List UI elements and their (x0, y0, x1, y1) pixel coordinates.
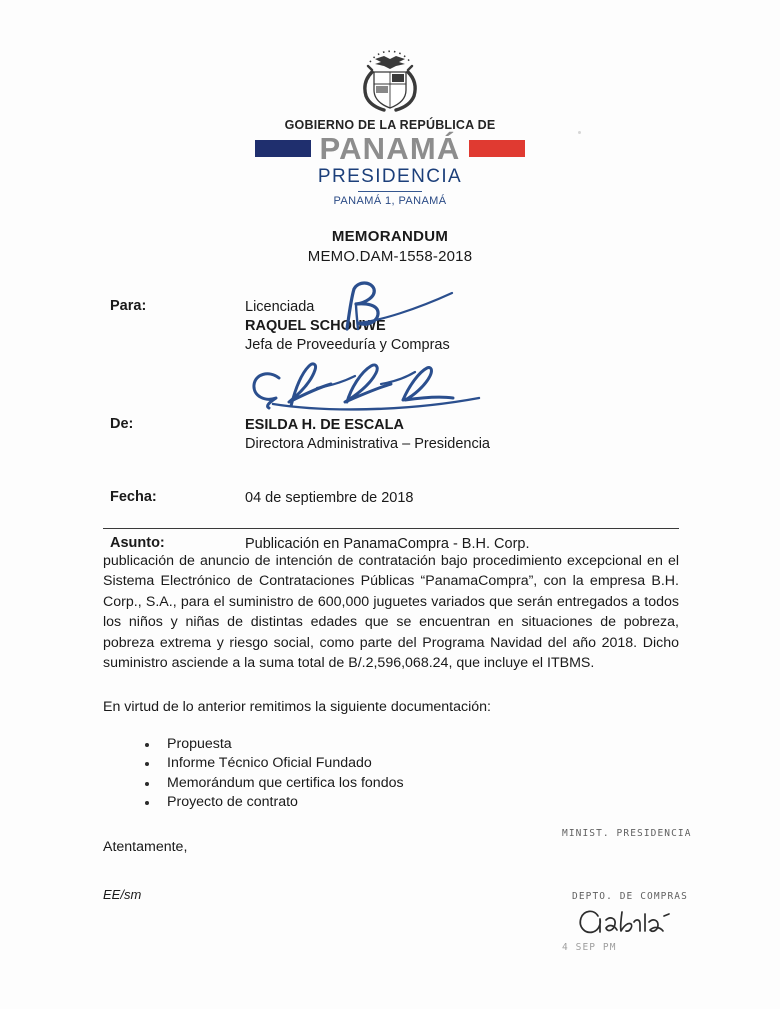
field-label-fecha: Fecha: (110, 489, 157, 505)
flag-bar-blue-icon (255, 140, 311, 157)
field-value-para (245, 298, 450, 355)
field-value-fecha: 04 de septiembre de 2018 (245, 490, 414, 506)
list-item: Informe Técnico Oficial Fundado (137, 754, 679, 774)
recipient-name: RAQUEL SCHOUWE (245, 318, 386, 334)
recipient-courtesy: Licenciada (245, 299, 315, 315)
body-paragraph: publicación de anuncio de intención de contratación bajo procedimiento excepcional en el Sistema Electrónico de Contrataciones Públicas “PanamaCompra”, con la empresa B.H. Corp., S.A., para el suministro de 600,000 juguetes variados que serán entregados a todos los niños y niñas de distintas edades que se encuentran en situaciones de pobreza, pobreza extrema y riesgo social, como parte del Programa Navidad del año 2018. Dicho suministro asciende a la suma total de B/.2,596,068.24, que incluye el ITBMS. (103, 553, 679, 672)
field-row-para (110, 298, 680, 355)
flag-bar-red-icon (469, 140, 525, 157)
field-row-de (110, 416, 680, 454)
handwritten-name-gabriel-icon (576, 906, 672, 940)
sender-position: Directora Administrativa – Presidencia (245, 436, 490, 452)
field-row-fecha (110, 489, 680, 508)
list-item: Memorándum que certifica los fondos (137, 774, 679, 794)
country-name: PANAMÁ (319, 131, 461, 166)
list-item: Proyecto de contrato (137, 793, 679, 813)
stamp-ministry: MINIST. PRESIDENCIA (562, 828, 692, 839)
recipient-position: Jefa de Proveeduría y Compras (245, 337, 450, 353)
city-line: PANAMÁ 1, PANAMÁ (333, 194, 447, 207)
memo-title: MEMORANDUM (331, 228, 449, 245)
sender-name: ESILDA H. DE ESCALA (245, 417, 404, 433)
stamp-department: DEPTO. DE COMPRAS (572, 891, 688, 902)
panama-coat-of-arms-icon (344, 42, 436, 116)
country-row (255, 133, 526, 164)
memo-number: MEMO.DAM-1558-2018 (307, 248, 473, 265)
field-value-asunto: Publicación en PanamaCompra - B.H. Corp. (245, 536, 530, 552)
typist-initials: EE/sm (103, 886, 142, 902)
field-label-asunto: Asunto: (110, 535, 165, 551)
memo-fields (110, 298, 680, 554)
attached-documents-list (103, 735, 679, 813)
field-value-de (245, 416, 490, 454)
list-item: Propuesta (137, 735, 679, 755)
letterhead-divider (358, 191, 422, 192)
stamp-date: 4 SEP PM (562, 942, 617, 953)
body-intro: En virtud de lo anterior remitimos la siguiente documentación: (103, 699, 491, 716)
closing-salutation: Atentamente, (103, 838, 188, 855)
government-line: GOBIERNO DE LA REPÚBLICA DE (284, 118, 496, 132)
field-label-para: Para: (110, 298, 147, 314)
entity-name: PRESIDENCIA (317, 166, 463, 187)
header-body-divider (103, 528, 679, 529)
received-stamp (562, 828, 742, 953)
field-label-de: De: (110, 416, 134, 432)
letterhead (0, 42, 780, 207)
